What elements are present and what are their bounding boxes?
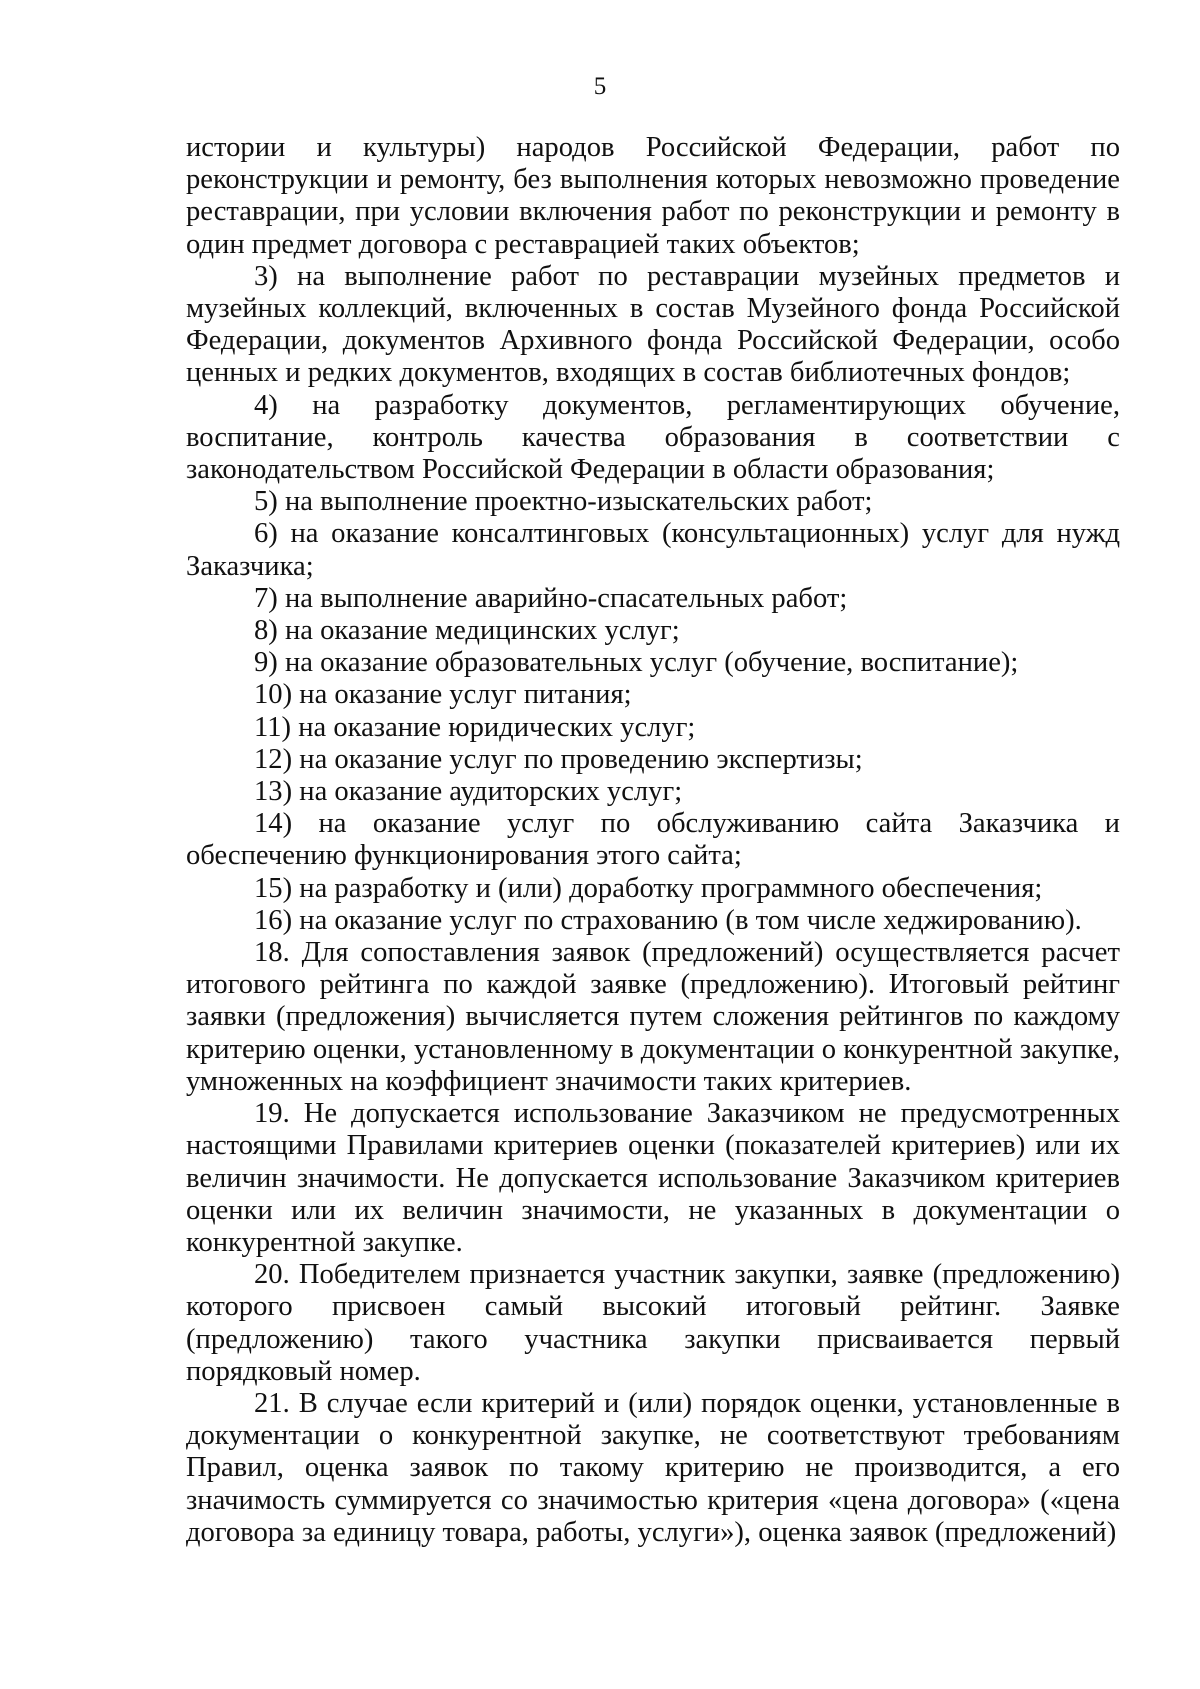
paragraph-item-15: 15) на разработку и (или) доработку программного обеспечения; <box>254 872 1043 904</box>
paragraph-item-8: 8) на оказание медицинских услуг; <box>254 615 680 647</box>
paragraph-item-14: 14) на оказание услуг по обслуживанию сайта Заказчика и обеспечению функционирования этого сайта; <box>186 808 1120 872</box>
paragraph-item-3: 3) на выполнение работ по реставрации музейных предметов и музейных коллекций, включенных в состав Музейного фонда Российской Федерации, документов Архивного фонда Российской Федерации, особо ценных и редких документов, входящих в состав библиотечных фондов; <box>186 260 1120 389</box>
paragraph-clause-20: 20. Победителем признается участник закупки, заявке (предложению) которого присвоен самый высокий итоговый рейтинг. Заявке (предложению) такого участника закупки присваивается первый порядковый номер. <box>186 1259 1120 1387</box>
page-number: 5 <box>593 73 607 100</box>
paragraph-item-16: 16) на оказание услуг по страхованию (в том числе хеджированию). <box>254 904 1082 936</box>
paragraph-item-13: 13) на оказание аудиторских услуг; <box>254 776 683 808</box>
paragraph-item-5: 5) на выполнение проектно-изыскательских работ; <box>254 486 873 518</box>
paragraph-item-11: 11) на оказание юридических услуг; <box>254 711 696 743</box>
paragraph-clause-21: 21. В случае если критерий и (или) порядок оценки, установленные в документации о конкурентной закупке, не соответствуют требованиям Правил, оценка заявок по такому критерию не производится, а его значимость суммируется со значимостью критерия «цена договора» («цена договора за единицу товара, работы, услуги»), оценка заявок (предложений) <box>186 1387 1120 1548</box>
paragraph-item-12: 12) на оказание услуг по проведению экспертизы; <box>254 743 863 775</box>
paragraph-continuation: истории и культуры) народов Российской Федерации, работ по реконструкции и ремонту, без выполнения которых невозможно проведение реставрации, при условии включения работ по реконструкции и ремонту в один предмет договора с реставрацией таких объектов; <box>186 132 1120 260</box>
paragraph-item-9: 9) на оказание образовательных услуг (обучение, воспитание); <box>254 647 1019 679</box>
paragraph-item-7: 7) на выполнение аварийно-спасательных работ; <box>254 582 848 614</box>
paragraph-clause-19: 19. Не допускается использование Заказчиком не предусмотренных настоящими Правилами критериев оценки (показателей критериев) или их величин значимости. Не допускается использование Заказчиком критериев оценки или их величин значимости, не указанных в документации о конкурентной закупке. <box>186 1098 1120 1258</box>
paragraph-clause-18: 18. Для сопоставления заявок (предложений) осуществляется расчет итогового рейтинга по каждой заявке (предложению). Итоговый рейтинг заявки (предложения) вычисляется путем сложения рейтингов по каждому критерию оценки, установленному в документации о конкурентной закупке, умноженных на коэффициент значимости таких критериев. <box>186 937 1120 1097</box>
paragraph-item-6: 6) на оказание консалтинговых (консультационных) услуг для нужд Заказчика; <box>186 518 1120 582</box>
paragraph-item-4: 4) на разработку документов, регламентирующих обучение, воспитание, контроль качества образования в соответствии с законодательством Российской Федерации в области образования; <box>186 389 1120 486</box>
paragraph-item-10: 10) на оказание услуг питания; <box>254 679 632 711</box>
document-body <box>186 132 1120 1549</box>
